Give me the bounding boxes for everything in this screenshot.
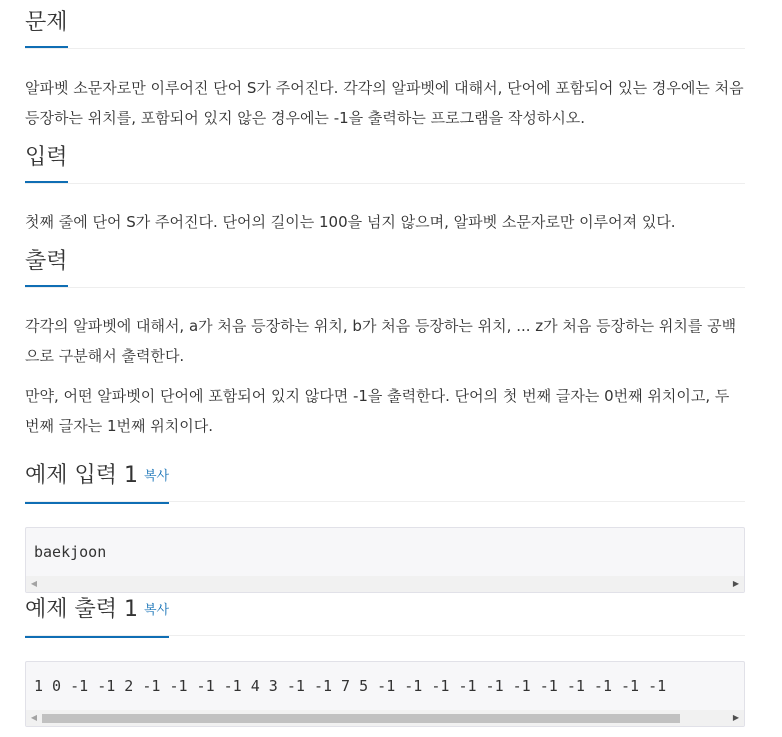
input-description [25,207,745,237]
scroll-left-icon[interactable]: ◀ [30,713,38,722]
sample-input-copy-button[interactable]: 복사 [144,469,170,484]
problem-headline [25,8,745,49]
output-description-2 [25,381,745,441]
sample-output-title-text: 예제 출력 1 [25,597,138,622]
input-title: 입력 [25,143,68,173]
problem-section [25,8,745,49]
problem-title: 문제 [25,8,68,38]
output-title: 출력 [25,247,68,277]
sample-output-copy-button[interactable]: 복사 [144,603,170,618]
sample-output-title [25,595,169,628]
sample-input-section [25,461,745,502]
output-p1-line-2: 으로 구분해서 출력한다. [25,347,185,365]
sample-input-headline [25,461,745,502]
input-section [25,143,745,184]
sample-output-headline [25,595,745,636]
scroll-right-icon[interactable]: ▶ [732,713,740,722]
output-section [25,247,745,288]
output-p2-line-1: 만약, 어떤 알파벳이 단어에 포함되어 있지 않다면 -1을 출력한다. 단어의 첫 번째 글자는 0번째 위치이고, 두 [25,387,730,405]
sample-input-code: baekjoon [34,543,107,561]
output-p2-line-2: 번째 글자는 1번째 위치이다. [25,417,214,435]
problem-description [25,73,745,133]
output-headline [25,247,745,288]
sample-output-scrollbar[interactable] [26,710,744,726]
sample-input-title-text: 예제 입력 1 [25,463,138,488]
input-headline [25,143,745,184]
sample-input-title [25,461,169,494]
sample-input-box [25,527,745,593]
input-line-1: 첫째 줄에 단어 S가 주어진다. 단어의 길이는 100을 넘지 않으며, 알파벳 소문자로만 이루어져 있다. [25,213,676,231]
output-description [25,311,745,371]
output-p1-line-1: 각각의 알파벳에 대해서, a가 처음 등장하는 위치, b가 처음 등장하는 위치, ... z가 처음 등장하는 위치를 공백 [25,317,737,335]
problem-line-1: 알파벳 소문자로만 이루어진 단어 S가 주어진다. 각각의 알파벳에 대해서, 단어에 포함되어 있는 경우에는 처음 [25,79,744,97]
sample-input-scrollbar[interactable] [26,576,744,592]
sample-output-section [25,595,745,636]
sample-output-box [25,661,745,727]
scroll-left-icon[interactable]: ◀ [30,579,38,588]
sample-output-code: 1 0 -1 -1 2 -1 -1 -1 -1 4 3 -1 -1 7 5 -1 -1 -1 -1 -1 -1 -1 -1 -1 -1 -1 [34,677,667,695]
problem-line-2: 등장하는 위치를, 포함되어 있지 않은 경우에는 -1을 출력하는 프로그램을 작성하시오. [25,109,586,127]
scroll-right-icon[interactable]: ▶ [732,579,740,588]
scrollbar-thumb[interactable] [42,714,680,723]
